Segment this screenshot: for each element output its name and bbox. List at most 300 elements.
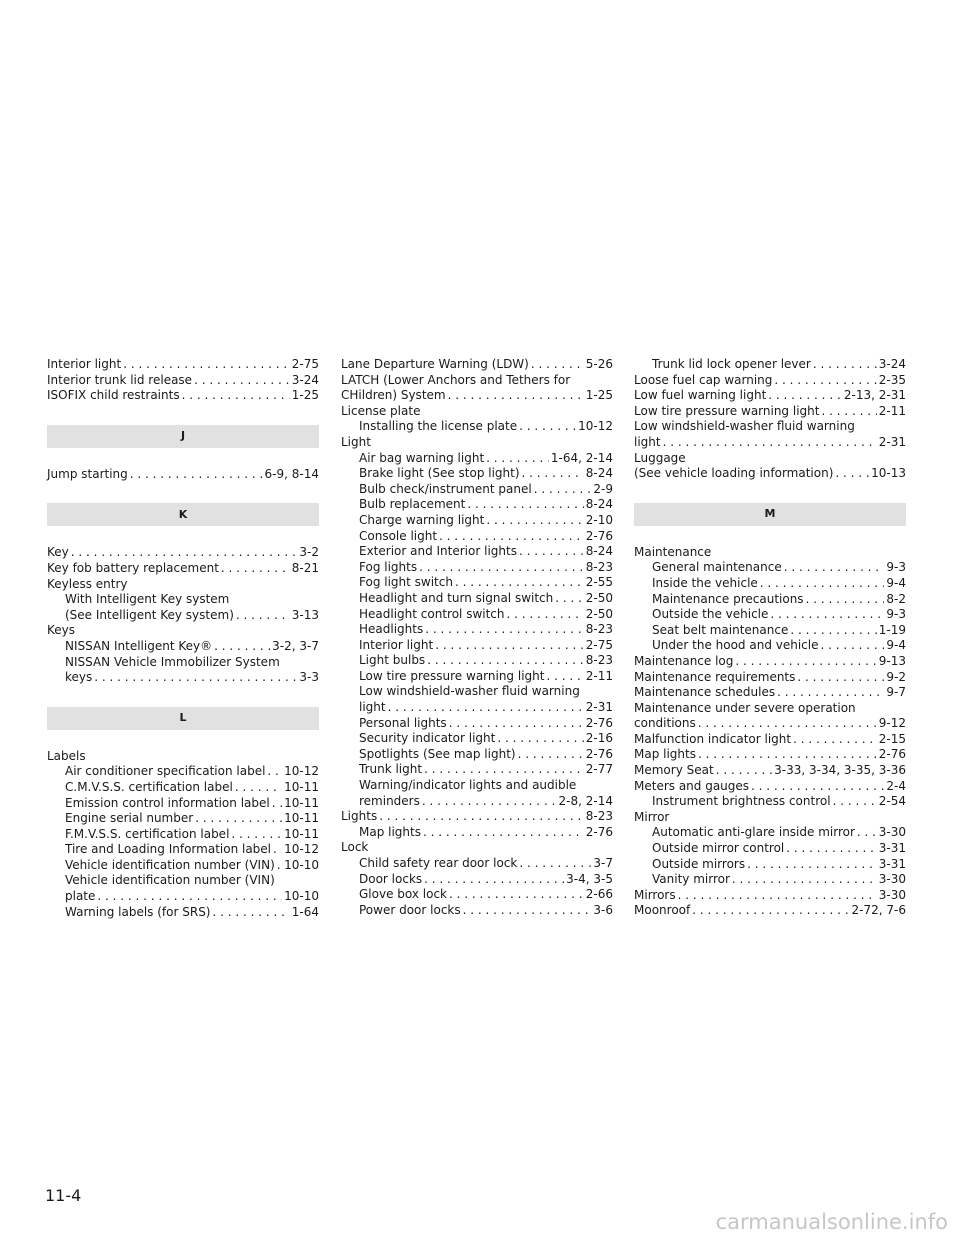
entry-term: Low windshield-washer fluid warning: [634, 419, 855, 434]
index-entry: [341, 684, 613, 700]
dot-leader: [379, 809, 584, 825]
index-column-2: [341, 357, 613, 918]
entry-term: Brake light (See stop light): [359, 466, 520, 481]
index-entry: [47, 796, 319, 812]
dot-leader: [194, 373, 290, 389]
dot-leader: [425, 622, 584, 638]
index-entry: [341, 404, 613, 420]
entry-page-ref: 2-16: [585, 731, 613, 746]
index-entry: [341, 700, 613, 716]
entry-term: License plate: [341, 403, 421, 418]
index-entry: [634, 592, 906, 608]
entry-term: Power door locks: [359, 902, 461, 917]
entry-term: Low tire pressure warning light: [359, 668, 545, 683]
entry-page-ref: 2-50: [585, 606, 613, 621]
index-entry: [341, 513, 613, 529]
index-entry: [47, 639, 319, 655]
dot-leader: [518, 747, 584, 763]
index-entry: [634, 747, 906, 763]
entry-page-ref: 2-76: [585, 715, 613, 730]
entry-term: Fog lights: [359, 559, 418, 574]
index-entry: [341, 357, 613, 373]
entry-term: Map lights: [359, 824, 421, 839]
index-entry: [47, 561, 319, 577]
index-entry: [341, 482, 613, 498]
entry-page-ref: 10-11: [284, 795, 319, 810]
dot-leader: [793, 732, 877, 748]
entry-term: Installing the license plate: [359, 419, 518, 434]
watermark: carmanualsonline.info: [715, 1210, 948, 1234]
entry-term: Key fob battery replacement: [47, 560, 219, 575]
dot-leader: [698, 747, 877, 763]
entry-term: Lights: [341, 809, 378, 824]
dot-leader: [439, 529, 584, 545]
entry-term: Outside the vehicle: [652, 607, 769, 622]
dot-leader: [786, 841, 877, 857]
entry-term: ISOFIX child restraints: [47, 388, 180, 403]
index-entry: [47, 608, 319, 624]
dot-leader: [747, 857, 877, 873]
index-entry: [634, 857, 906, 873]
index-entry: [634, 872, 906, 888]
index-entry: [634, 545, 906, 561]
entry-term: Headlight and turn signal switch: [359, 590, 554, 605]
index-entry: [341, 747, 613, 763]
dot-leader: [531, 357, 584, 373]
index-entry: [47, 780, 319, 796]
dot-leader: [735, 654, 876, 670]
index-entry: [47, 811, 319, 827]
index-entry: [47, 873, 319, 889]
entry-page-ref: 9-7: [886, 685, 906, 700]
entry-term: Lane Departure Warning (LDW): [341, 357, 529, 371]
index-entry: [634, 794, 906, 810]
section-header: K: [47, 503, 319, 526]
entry-term: Loose fuel cap warning: [634, 372, 773, 387]
entry-term: Vehicle identification number (VIN): [65, 857, 275, 872]
index-entry: [341, 575, 613, 591]
index-entry: [47, 357, 319, 373]
section-header: J: [47, 425, 319, 448]
index-entry: [341, 497, 613, 513]
entry-term: Maintenance requirements: [634, 669, 796, 684]
dot-leader: [813, 357, 877, 373]
dot-leader: [427, 653, 584, 669]
entry-page-ref: 2-35: [878, 372, 906, 387]
entry-page-ref: 1-64: [291, 904, 319, 919]
entry-term: Under the hood and vehicle: [652, 638, 819, 653]
dot-leader: [663, 435, 877, 451]
entry-page-ref: 2-76: [585, 746, 613, 761]
index-entry: [634, 670, 906, 686]
dot-leader: [821, 638, 885, 654]
index-entry: [47, 623, 319, 639]
dot-leader: [698, 716, 877, 732]
dot-leader: [97, 889, 282, 905]
entry-term: Seat belt maintenance: [652, 622, 789, 637]
entry-page-ref: 2-31: [878, 434, 906, 449]
entry-term: Labels: [47, 748, 86, 763]
entry-page-ref: 9-3: [886, 560, 906, 575]
entry-term: keys: [65, 670, 93, 685]
dot-leader: [213, 905, 290, 921]
dot-leader: [546, 669, 583, 685]
entry-page-ref: 3-31: [878, 841, 906, 856]
entry-term: Bulb check/instrument panel: [359, 481, 532, 496]
dot-leader: [195, 811, 282, 827]
entry-term: Maintenance precautions: [652, 591, 804, 606]
dot-leader: [214, 639, 270, 655]
index-entry: [341, 373, 613, 389]
entry-term: General maintenance: [652, 560, 782, 575]
entry-page-ref: 10-12: [578, 419, 613, 434]
entry-page-ref: 2-4: [886, 778, 906, 793]
entry-term: Meters and gauges: [634, 778, 750, 793]
index-entry: [341, 669, 613, 685]
entry-term: Charge warning light: [359, 512, 485, 527]
entry-term: Maintenance: [634, 544, 712, 559]
entry-term: Map lights: [634, 747, 696, 762]
entry-page-ref: 2-11: [585, 668, 613, 683]
entry-page-ref: 3-4, 3-5: [566, 871, 613, 886]
index-entry: [341, 560, 613, 576]
entry-term: Jump starting: [47, 466, 128, 481]
index-entry: [341, 435, 613, 451]
dot-leader: [760, 576, 885, 592]
entry-page-ref: 8-21: [291, 560, 319, 575]
entry-page-ref: 8-2: [886, 591, 906, 606]
dot-leader: [784, 560, 885, 576]
dot-leader: [235, 780, 282, 796]
entry-term: Air bag warning light: [359, 450, 485, 465]
entry-page-ref: 2-75: [585, 637, 613, 652]
index-entry: [341, 872, 613, 888]
dot-leader: [424, 762, 584, 778]
index-entry: [634, 373, 906, 389]
index-entry: [341, 544, 613, 560]
index-entry: [341, 622, 613, 638]
dot-leader: [768, 388, 842, 404]
entry-page-ref: 3-6: [593, 902, 613, 917]
index-entry: [47, 858, 319, 874]
entry-term: Console light: [359, 528, 438, 543]
entry-term: Bulb replacement: [359, 497, 466, 512]
index-entry: [47, 905, 319, 921]
dot-leader: [422, 794, 557, 810]
entry-term: Door locks: [359, 871, 423, 886]
entry-page-ref: 1-19: [878, 622, 906, 637]
entry-term: Vehicle identification number (VIN): [65, 873, 275, 888]
index-entry: [341, 840, 613, 856]
entry-term: Security indicator light: [359, 731, 496, 746]
dot-leader: [519, 856, 591, 872]
dot-leader: [770, 607, 884, 623]
index-entry: [341, 809, 613, 825]
entry-term: Luggage: [634, 450, 686, 465]
index-entry: [341, 794, 613, 810]
index-entry: [634, 841, 906, 857]
entry-term: Outside mirrors: [652, 856, 746, 871]
entry-page-ref: 2-13, 2-31: [843, 388, 906, 403]
entry-page-ref: 8-23: [585, 559, 613, 574]
entry-term: Personal lights: [359, 715, 447, 730]
entry-term: Glove box lock: [359, 887, 448, 902]
entry-page-ref: 10-10: [284, 857, 319, 872]
entry-page-ref: 9-2: [886, 669, 906, 684]
index-entry: [341, 731, 613, 747]
entry-page-ref: 3-30: [878, 825, 906, 840]
entry-page-ref: 9-13: [878, 653, 906, 668]
entry-page-ref: 9-4: [886, 575, 906, 590]
entry-term: Low fuel warning light: [634, 388, 767, 403]
entry-term: With Intelligent Key system: [65, 592, 230, 607]
index-entry: [341, 466, 613, 482]
entry-page-ref: 8-23: [585, 653, 613, 668]
dot-leader: [277, 858, 282, 874]
entry-term: Key: [47, 545, 69, 560]
entry-page-ref: 2-15: [878, 731, 906, 746]
entry-page-ref: 1-64, 2-14: [550, 450, 613, 465]
index-entry: [341, 388, 613, 404]
dot-leader: [221, 561, 290, 577]
dot-leader: [463, 903, 592, 919]
dot-leader: [231, 827, 282, 843]
index-entry: [341, 529, 613, 545]
dot-leader: [797, 670, 884, 686]
index-entry: [634, 763, 906, 779]
dot-leader: [449, 716, 584, 732]
index-entry: [47, 655, 319, 671]
index-entry: [634, 576, 906, 592]
index-entry: [634, 435, 906, 451]
index-entry: [341, 716, 613, 732]
index-entry: [634, 732, 906, 748]
entry-page-ref: 9-12: [878, 716, 906, 731]
dot-leader: [497, 731, 583, 747]
index-entry: [634, 654, 906, 670]
index-entry: [634, 451, 906, 467]
index-entry: [634, 560, 906, 576]
dot-leader: [555, 591, 584, 607]
entry-term: Interior trunk lid release: [47, 372, 193, 387]
entry-term: conditions: [634, 716, 696, 731]
entry-page-ref: 8-23: [585, 809, 613, 824]
dot-leader: [130, 467, 263, 483]
entry-term: Trunk lid lock opener lever: [652, 357, 811, 371]
dot-leader: [182, 388, 290, 404]
dot-leader: [486, 451, 549, 467]
entry-page-ref: 2-72, 7-6: [851, 903, 906, 918]
index-entry: [341, 451, 613, 467]
entry-page-ref: 3-3: [299, 670, 319, 685]
entry-term: Warning/indicator lights and audible: [359, 778, 577, 793]
index-column-3: [634, 357, 906, 919]
dot-leader: [448, 388, 584, 404]
entry-term: Moonroof: [634, 903, 691, 918]
index-entry: [634, 607, 906, 623]
entry-term: Vanity mirror: [652, 872, 730, 887]
dot-leader: [123, 357, 290, 373]
index-entry: [634, 903, 906, 919]
entry-term: Light bulbs: [359, 653, 426, 668]
entry-page-ref: 2-76: [585, 528, 613, 543]
entry-page-ref: 3-7: [593, 856, 613, 870]
entry-term: Outside mirror control: [652, 841, 785, 856]
entry-page-ref: 10-13: [871, 466, 906, 481]
entry-term: Air conditioner specification label: [65, 764, 266, 779]
index-entry: [341, 778, 613, 794]
index-entry: [634, 623, 906, 639]
dot-leader: [519, 419, 576, 435]
entry-term: Tire and Loading Information label: [65, 842, 272, 857]
entry-page-ref: 1-25: [291, 388, 319, 403]
index-entry: [634, 466, 906, 482]
index-entry: [341, 638, 613, 654]
dot-leader: [716, 763, 772, 779]
entry-page-ref: 3-24: [878, 357, 906, 371]
index-entry: [47, 842, 319, 858]
entry-term: plate: [65, 889, 96, 904]
entry-term: Trunk light: [359, 762, 423, 777]
entry-page-ref: 3-13: [291, 607, 319, 622]
dot-leader: [732, 872, 877, 888]
entry-term: Light: [341, 434, 371, 449]
entry-term: Keyless entry: [47, 576, 128, 591]
entry-term: Maintenance schedules: [634, 685, 776, 700]
index-entry: [47, 388, 319, 404]
index-entry: [634, 404, 906, 420]
index-entry: [47, 889, 319, 905]
section-header: M: [634, 503, 906, 526]
entry-page-ref: 2-66: [585, 887, 613, 902]
index-entry: [47, 577, 319, 593]
entry-page-ref: 2-11: [878, 403, 906, 418]
entry-term: Interior light: [359, 637, 434, 652]
entry-page-ref: 3-2, 3-7: [272, 638, 319, 653]
entry-page-ref: 8-23: [585, 622, 613, 637]
entry-page-ref: 2-31: [585, 700, 613, 715]
dot-leader: [455, 575, 584, 591]
dot-leader: [774, 373, 876, 389]
dot-leader: [678, 888, 877, 904]
entry-page-ref: 3-30: [878, 872, 906, 887]
entry-page-ref: 2-76: [878, 747, 906, 762]
entry-page-ref: 3-24: [291, 372, 319, 387]
entry-term: Memory Seat: [634, 763, 714, 778]
dot-leader: [435, 638, 584, 654]
entry-page-ref: 8-24: [585, 466, 613, 481]
entry-term: Malfunction indicator light: [634, 731, 792, 746]
entry-term: reminders: [359, 793, 420, 808]
index-entry: [47, 670, 319, 686]
entry-term: F.M.V.S.S. certification label: [65, 826, 230, 841]
entry-term: (See Intelligent Key system): [65, 607, 234, 622]
entry-term: (See vehicle loading information): [634, 466, 834, 481]
dot-leader: [449, 887, 584, 903]
index-entry: [47, 827, 319, 843]
entry-page-ref: 2-77: [585, 762, 613, 777]
index-entry: [341, 419, 613, 435]
index-entry: [47, 749, 319, 765]
dot-leader: [267, 764, 282, 780]
entry-page-ref: 6-9, 8-14: [264, 466, 319, 481]
entry-page-ref: 2-8, 2-14: [558, 793, 613, 808]
index-entry: [634, 388, 906, 404]
dot-leader: [519, 544, 584, 560]
dot-leader: [790, 623, 876, 639]
dot-leader: [388, 700, 584, 716]
section-header: L: [47, 707, 319, 730]
entry-page-ref: 10-10: [284, 889, 319, 904]
entry-page-ref: 10-11: [284, 811, 319, 826]
entry-page-ref: 2-76: [585, 824, 613, 839]
entry-term: CHildren) System: [341, 388, 446, 403]
entry-page-ref: 3-31: [878, 856, 906, 871]
entry-term: Emission control information label: [65, 795, 270, 810]
index-entry: [634, 701, 906, 717]
entry-page-ref: 2-10: [585, 512, 613, 527]
index-entry: [341, 825, 613, 841]
entry-term: C.M.V.S.S. certification label: [65, 779, 233, 794]
entry-page-ref: 10-11: [284, 826, 319, 841]
index-entry: [341, 903, 613, 919]
entry-term: Low windshield-washer fluid warning: [359, 684, 580, 699]
entry-term: Maintenance under severe operation: [634, 700, 856, 715]
index-entry: [47, 592, 319, 608]
dot-leader: [486, 513, 583, 529]
entry-term: Maintenance log: [634, 653, 734, 668]
entry-term: Engine serial number: [65, 811, 194, 826]
entry-term: LATCH (Lower Anchors and Tethers for: [341, 372, 571, 387]
entry-page-ref: 3-2: [299, 545, 319, 560]
entry-page-ref: 2-55: [585, 575, 613, 590]
entry-term: Mirrors: [634, 887, 676, 902]
index-entry: [634, 419, 906, 435]
entry-term: Inside the vehicle: [652, 575, 758, 590]
index-entry: [47, 545, 319, 561]
entry-term: Instrument brightness control: [652, 794, 831, 809]
dot-leader: [236, 608, 290, 624]
entry-term: NISSAN Vehicle Immobilizer System: [65, 654, 280, 669]
entry-page-ref: 10-12: [284, 764, 319, 779]
dot-leader: [534, 482, 592, 498]
index-entry: [634, 716, 906, 732]
index-entry: [341, 607, 613, 623]
dot-leader: [806, 592, 885, 608]
index-entry: [341, 653, 613, 669]
entry-term: Child safety rear door lock: [359, 856, 518, 870]
entry-term: Headlight control switch: [359, 606, 505, 621]
index-entry: [341, 856, 613, 872]
dot-leader: [423, 825, 584, 841]
entry-term: Keys: [47, 623, 76, 638]
page-number: 11-4: [45, 1186, 82, 1205]
entry-page-ref: 1-25: [585, 388, 613, 403]
entry-page-ref: 10-12: [284, 842, 319, 857]
entry-page-ref: 2-54: [878, 794, 906, 809]
index-entry: [47, 764, 319, 780]
index-entry: [341, 591, 613, 607]
entry-page-ref: 2-9: [593, 481, 613, 496]
index-entry: [634, 685, 906, 701]
dot-leader: [692, 903, 849, 919]
index-entry: [634, 779, 906, 795]
dot-leader: [835, 466, 869, 482]
index-entry: [47, 373, 319, 389]
dot-leader: [751, 779, 884, 795]
entry-page-ref: 9-4: [886, 638, 906, 653]
index-column-1: [47, 357, 319, 920]
